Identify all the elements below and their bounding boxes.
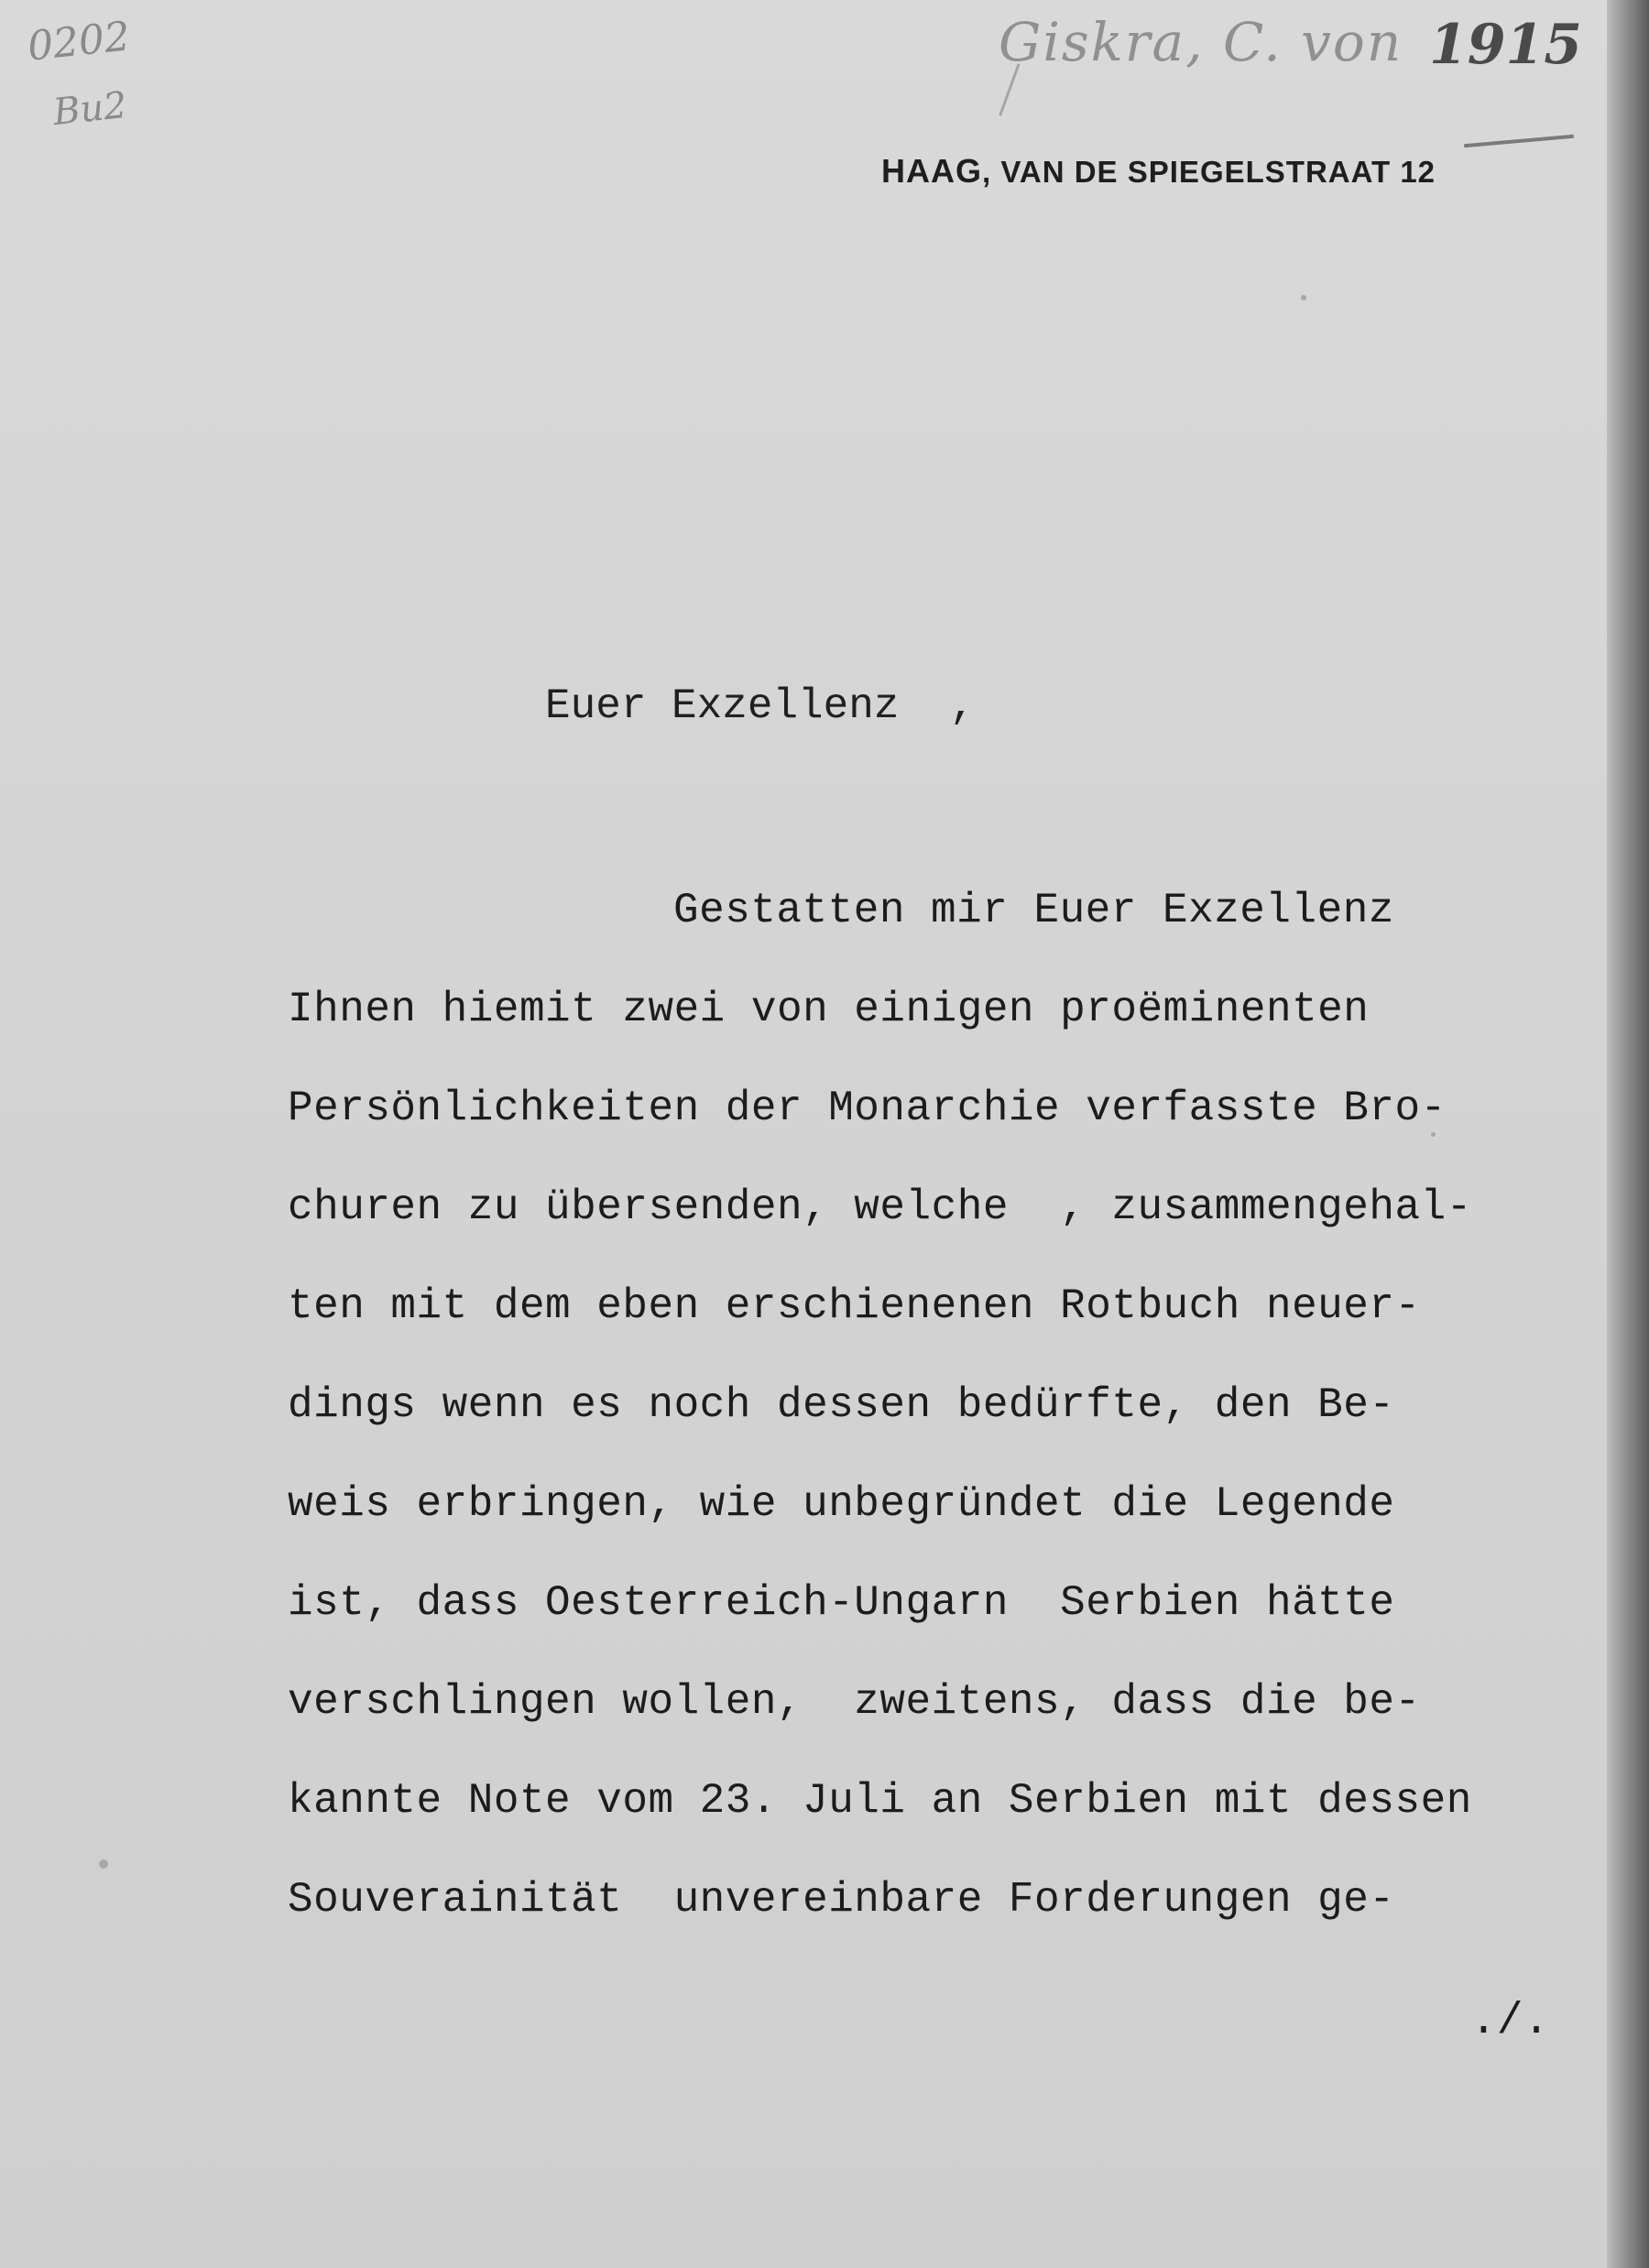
pen-dash-mark bbox=[1464, 135, 1574, 147]
paper-speck bbox=[1301, 295, 1306, 300]
body-line: churen zu übersenden, welche , zusammengehal- bbox=[288, 1183, 1472, 1231]
page-edge-shadow bbox=[1607, 0, 1649, 2268]
body-line: Gestatten mir Euer Exzellenz bbox=[673, 887, 1394, 934]
body-line: kannte Note vom 23. Juli an Serbien mit dessen bbox=[288, 1777, 1472, 1825]
body-line: ten mit dem eben erschienenen Rotbuch neuer- bbox=[288, 1282, 1421, 1330]
salutation: Euer Exzellenz , bbox=[545, 682, 976, 730]
body-line: Souverainität unvereinbare Forderungen ge- bbox=[288, 1876, 1395, 1924]
archive-note-bottom: Bu2 bbox=[50, 83, 129, 135]
handwritten-year: 1915 bbox=[1429, 13, 1582, 77]
body-line: verschlingen wollen, zweitens, dass die be- bbox=[288, 1678, 1421, 1726]
handwritten-sender-name: Giskra, C. von bbox=[999, 11, 1403, 73]
letterhead-address: , VAN DE SPIEGELSTRAAT 12 bbox=[982, 155, 1436, 189]
paper-speck bbox=[1431, 1132, 1436, 1137]
body-line: ist, dass Oesterreich-Ungarn Serbien hätte bbox=[288, 1579, 1395, 1627]
body-line: dings wenn es noch dessen bedürfte, den Be- bbox=[288, 1381, 1395, 1429]
continuation-mark: ./. bbox=[1470, 1997, 1550, 2046]
letterhead bbox=[881, 152, 1436, 191]
letterhead-city: HAAG bbox=[881, 152, 982, 190]
archive-note-top: 0202 bbox=[25, 13, 133, 71]
body-line: Ihnen hiemit zwei von einigen proëminenten bbox=[288, 986, 1370, 1033]
body-line: weis erbringen, wie unbegründet die Legende bbox=[288, 1480, 1395, 1528]
paper-speck bbox=[99, 1859, 108, 1869]
body-line: Persönlichkeiten der Monarchie verfasste Bro- bbox=[288, 1085, 1447, 1132]
